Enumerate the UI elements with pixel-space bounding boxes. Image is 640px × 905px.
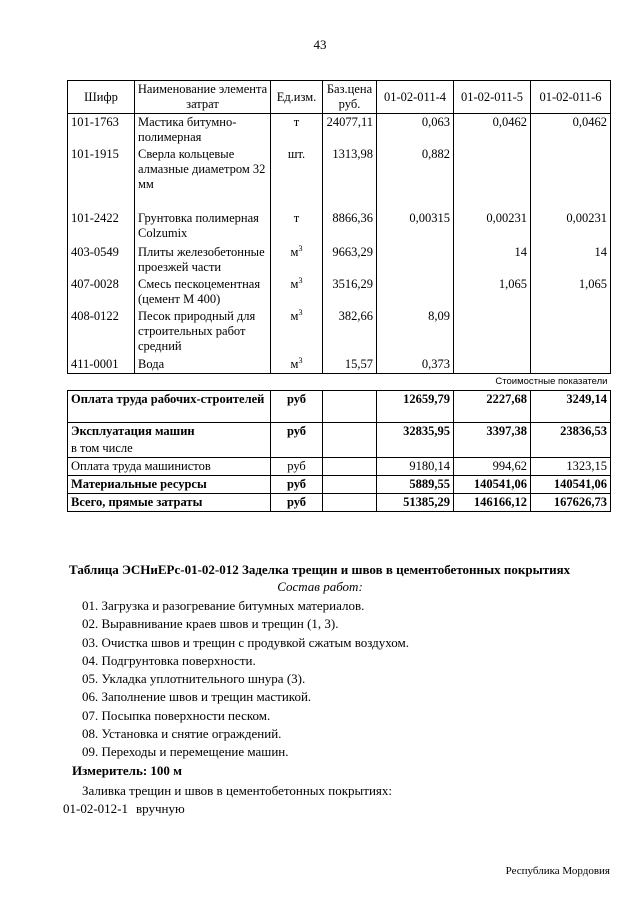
summary-label: Оплата труда машинистов <box>68 458 271 476</box>
col-header: Наименование элемента затрат <box>135 81 271 114</box>
cell-code <box>68 114 135 147</box>
cell-unit-text: м <box>290 277 299 291</box>
cell-price-text: 382,66 <box>338 309 373 323</box>
list-item: 01. Загрузка и разогревание битумных материалов. <box>82 598 365 613</box>
section-title: Таблица ЭСНиЕРс-01-02-012 Заделка трещин и швов в цементобетонных покрытиях <box>69 562 571 577</box>
cell-code-text: 101-1763 <box>71 115 119 129</box>
cell-code-text: 101-1915 <box>71 147 119 161</box>
table-row <box>68 308 611 356</box>
summary-value: 51385,29 <box>377 494 454 512</box>
cell-unit-text: м <box>290 309 299 323</box>
cell-value-text: 8,09 <box>428 309 450 323</box>
cell-value <box>454 308 531 356</box>
empty-cell <box>323 458 377 476</box>
list-item: 09. Переходы и перемещение машин. <box>82 744 289 760</box>
cell-unit-text: м <box>290 357 299 371</box>
summary-value: 2227,68 <box>454 391 531 423</box>
cell-name-text: Песок природный для строительных работ средний <box>138 309 256 353</box>
summary-row <box>68 391 611 423</box>
page-number: 43 <box>313 37 327 52</box>
cell-name <box>135 146 271 210</box>
col-header: 01-02-011-5 <box>454 81 531 114</box>
table-row <box>68 146 611 210</box>
summary-value: 23836,53 <box>531 423 611 441</box>
empty-cell <box>323 423 377 441</box>
cell-name <box>135 114 271 147</box>
cell-value-text: 0,373 <box>421 357 450 371</box>
cell-code <box>68 244 135 276</box>
works-title: Состав работ: <box>277 579 363 594</box>
cell-unit <box>271 356 323 374</box>
col-header: Шифр <box>68 81 135 114</box>
summary-value <box>377 440 454 458</box>
summary-unit: руб <box>271 494 323 512</box>
empty-cell <box>323 494 377 512</box>
cell-code <box>68 146 135 210</box>
cell-price-text: 24077,11 <box>326 115 373 129</box>
summary-unit <box>271 440 323 458</box>
cell-unit <box>271 276 323 308</box>
cell-unit <box>271 210 323 244</box>
list-item: 05. Укладка уплотнительного шнура (3). <box>82 671 306 687</box>
cell-value-text: 0,0462 <box>492 115 527 129</box>
summary-value <box>531 440 611 458</box>
cell-value-text: 0,0462 <box>572 115 607 129</box>
cell-value <box>531 210 611 244</box>
cell-value-text: 0,882 <box>421 147 450 161</box>
cell-value <box>454 244 531 276</box>
cell-name-text: Мастика битумно-полимерная <box>138 115 237 144</box>
cell-price <box>323 244 377 276</box>
cell-value <box>531 244 611 276</box>
empty-cell <box>68 374 377 391</box>
cell-unit <box>271 114 323 147</box>
empty-cell <box>323 391 377 423</box>
cell-value-text: 0,00315 <box>409 211 450 225</box>
cell-value-text: 14 <box>514 245 527 259</box>
resource-table-body <box>68 81 611 512</box>
cell-price-text: 9663,29 <box>332 245 373 259</box>
meter-unit: Измеритель: 100 м <box>72 763 183 778</box>
cell-code-text: 411-0001 <box>71 357 119 371</box>
cell-value-text: 1,065 <box>498 277 527 291</box>
summary-row <box>68 458 611 476</box>
cell-name-text: Вода <box>138 357 165 371</box>
cell-code-text: 403-0549 <box>71 245 119 259</box>
table-header-row <box>68 81 611 114</box>
cell-value <box>531 146 611 210</box>
cost-note-row <box>68 374 611 391</box>
summary-value: 1323,15 <box>531 458 611 476</box>
summary-label: в том числе <box>68 440 271 458</box>
cell-value <box>377 276 454 308</box>
cell-unit-text: т <box>293 115 300 129</box>
summary-row <box>68 423 611 441</box>
code-value: 01-02-012-1 <box>63 801 128 816</box>
empty-cell <box>323 440 377 458</box>
table-row <box>68 114 611 147</box>
unit-superscript: 3 <box>298 355 303 365</box>
summary-label: Всего, прямые затраты <box>68 494 271 512</box>
summary-unit: руб <box>271 423 323 441</box>
cell-price <box>323 210 377 244</box>
summary-value: 32835,95 <box>377 423 454 441</box>
list-item: 04. Подгрунтовка поверхности. <box>82 652 256 668</box>
cell-code <box>68 356 135 374</box>
summary-label: Материальные ресурсы <box>68 476 271 494</box>
summary-row <box>68 494 611 512</box>
summary-value: 994,62 <box>454 458 531 476</box>
cell-price <box>323 308 377 356</box>
list-item: 08. Установка и снятие ограждений. <box>82 726 282 742</box>
cell-price-text: 8866,36 <box>332 211 373 225</box>
summary-unit: руб <box>271 391 323 423</box>
cell-price-text: 1313,98 <box>332 147 373 161</box>
cell-unit <box>271 146 323 210</box>
cell-value <box>454 210 531 244</box>
cell-value <box>377 114 454 147</box>
col-header: Ед.изм. <box>271 81 323 114</box>
cell-value <box>454 276 531 308</box>
cell-code <box>68 210 135 244</box>
table-row <box>68 276 611 308</box>
cell-price-text: 15,57 <box>344 357 373 371</box>
summary-row <box>68 476 611 494</box>
cell-value <box>454 146 531 210</box>
cell-name <box>135 308 271 356</box>
cell-value <box>531 276 611 308</box>
summary-value: 140541,06 <box>454 476 531 494</box>
summary-value <box>454 440 531 458</box>
cell-name-text: Грунтовка полимерная Colzumix <box>138 211 259 240</box>
cell-value <box>531 308 611 356</box>
summary-value: 140541,06 <box>531 476 611 494</box>
cell-value-text: 0,00231 <box>486 211 527 225</box>
cell-value <box>454 356 531 374</box>
unit-superscript: 3 <box>298 275 303 285</box>
cell-code <box>68 308 135 356</box>
cell-value-text: 0,063 <box>421 115 450 129</box>
list-item: 03. Очистка швов и трещин с продувкой сжатым воздухом. <box>82 634 410 650</box>
cell-price <box>323 356 377 374</box>
cell-unit <box>271 244 323 276</box>
cell-code <box>68 276 135 308</box>
footer-region: Республика Мордовия <box>505 865 610 877</box>
cell-code-text: 407-0028 <box>71 277 119 291</box>
cell-code-text: 101-2422 <box>71 211 119 225</box>
resource-table <box>67 80 611 512</box>
cell-value <box>531 356 611 374</box>
table-row <box>68 356 611 374</box>
cell-price-text: 3516,29 <box>332 277 373 291</box>
list-item: 02. Выравнивание краев швов и трещин (1, 3). <box>82 616 339 632</box>
cell-unit-text: м <box>290 245 299 259</box>
works-list <box>82 597 409 762</box>
cell-price <box>323 114 377 147</box>
cell-value-text: 1,065 <box>578 277 607 291</box>
col-header: 01-02-011-6 <box>531 81 611 114</box>
summary-label: Оплата труда рабочих-строителей <box>68 391 271 423</box>
col-header: Баз.цена руб. <box>323 81 377 114</box>
summary-unit: руб <box>271 476 323 494</box>
cell-value-text: 0,00231 <box>566 211 607 225</box>
cell-name <box>135 210 271 244</box>
code-line <box>63 801 185 817</box>
list-item: 07. Посыпка поверхности песком. <box>82 707 271 723</box>
cell-price <box>323 276 377 308</box>
cell-value-text: 14 <box>594 245 607 259</box>
cell-unit <box>271 308 323 356</box>
summary-row <box>68 440 611 458</box>
cell-value <box>531 114 611 147</box>
table-row <box>68 244 611 276</box>
cell-value <box>454 114 531 147</box>
unit-superscript: 3 <box>298 243 303 253</box>
cell-name-text: Сверла кольцевые алмазные диаметром 32 мм <box>138 147 266 191</box>
cell-name <box>135 276 271 308</box>
cell-code-text: 408-0122 <box>71 309 119 323</box>
code-desc: вручную <box>136 801 185 816</box>
cell-unit-text: шт. <box>287 147 306 161</box>
table-row <box>68 210 611 244</box>
cell-value <box>377 210 454 244</box>
summary-value: 5889,55 <box>377 476 454 494</box>
summary-label: Эксплуатация машин <box>68 423 271 441</box>
summary-value: 146166,12 <box>454 494 531 512</box>
summary-value: 3249,14 <box>531 391 611 423</box>
cell-name <box>135 356 271 374</box>
list-item: 06. Заполнение швов и трещин мастикой. <box>82 689 312 705</box>
cell-value <box>377 308 454 356</box>
summary-value: 3397,38 <box>454 423 531 441</box>
col-header: 01-02-011-4 <box>377 81 454 114</box>
cell-value <box>377 244 454 276</box>
fill-title: Заливка трещин и швов в цементобетонных покрытиях: <box>82 783 392 798</box>
summary-value: 167626,73 <box>531 494 611 512</box>
cell-name-text: Смесь пескоцементная (цемент М 400) <box>138 277 261 306</box>
cell-name-text: Плиты железобетонные проезжей части <box>138 245 265 274</box>
unit-superscript: 3 <box>298 307 303 317</box>
summary-value: 9180,14 <box>377 458 454 476</box>
empty-cell <box>323 476 377 494</box>
summary-value: 12659,79 <box>377 391 454 423</box>
cell-value <box>377 356 454 374</box>
cell-value <box>377 146 454 210</box>
summary-unit: руб <box>271 458 323 476</box>
cost-note: Стоимостные показатели <box>495 376 608 387</box>
cell-price <box>323 146 377 210</box>
cell-unit-text: т <box>293 211 300 225</box>
cell-name <box>135 244 271 276</box>
